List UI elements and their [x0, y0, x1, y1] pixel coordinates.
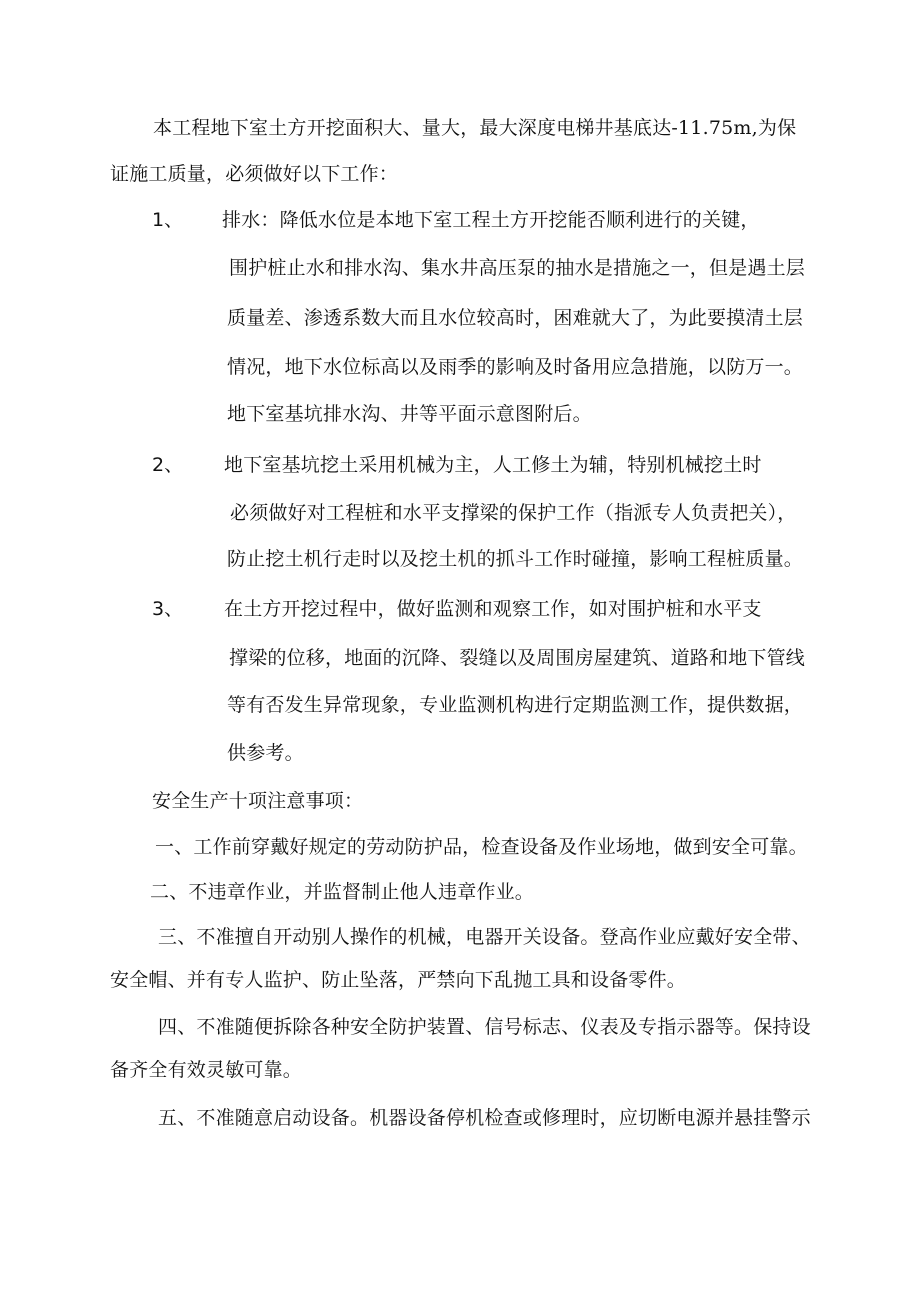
safety-rule-3-line-2: 安全帽、并有专人监护、防止坠落，严禁向下乱抛工具和设备零件。	[110, 969, 687, 991]
item-3-line-3: 等有否发生异常现象，专业监测机构进行定期监测工作，提供数据，	[227, 694, 804, 716]
intro-line-1: 本工程地下室土方开挖面积大、量大，最大深度电梯井基底达-11.75m,为保	[153, 117, 797, 139]
item-1-number: 1、	[152, 209, 184, 231]
item-1-line-3: 质量差、渗透系数大而且水位较高时，困难就大了，为此要摸清土层	[227, 307, 804, 329]
item-2-line-1: 地下室基坑挖土采用机械为主，人工修土为辅，特别机械挖土时	[224, 454, 762, 476]
safety-rule-5-line-1: 五、不准随意启动设备。机器设备停机检查或修理时，应切断电源并悬挂警示	[158, 1107, 811, 1129]
item-1-line-5: 地下室基坑排水沟、井等平面示意图附后。	[227, 403, 592, 425]
safety-rule-2: 二、不违章作业，并监督制止他人违章作业。	[150, 881, 535, 903]
safety-rule-3-line-1: 三、不准擅自开动别人操作的机械，电器开关设备。登高作业应戴好安全带、	[158, 926, 811, 948]
item-3-line-4: 供参考。	[227, 742, 304, 764]
safety-rule-4-line-1: 四、不准随便拆除各种安全防护装置、信号标志、仪表及专指示器等。保持设	[158, 1016, 811, 1038]
item-3-number: 3、	[152, 598, 184, 620]
safety-heading: 安全生产十项注意事项：	[152, 790, 364, 812]
item-3-line-1: 在土方开挖过程中，做好监测和观察工作，如对围护桩和水平支	[224, 598, 762, 620]
item-2-number: 2、	[152, 454, 184, 476]
item-1-line-1: 排水：降低水位是本地下室工程土方开挖能否顺利进行的关键，	[222, 209, 760, 231]
item-2-line-3: 防止挖土机行走时以及挖土机的抓斗工作时碰撞，影响工程桩质量。	[227, 548, 804, 570]
item-2-line-2: 必须做好对工程桩和水平支撑梁的保护工作（指派专人负责把关），	[230, 502, 797, 524]
safety-rule-4-line-2: 备齐全有效灵敏可靠。	[110, 1059, 303, 1081]
safety-rule-1: 一、工作前穿戴好规定的劳动防护品，检查设备及作业场地，做到安全可靠。	[155, 836, 808, 858]
intro-line-2: 证施工质量，必须做好以下工作：	[110, 163, 399, 185]
item-1-line-2: 围护桩止水和排水沟、集水井高压泵的抽水是措施之一，但是遇土层	[229, 257, 806, 279]
item-1-line-4: 情况，地下水位标高以及雨季的影响及时备用应急措施，以防万一。	[227, 356, 804, 378]
item-3-line-2: 撑梁的位移，地面的沉降、裂缝以及周围房屋建筑、道路和地下管线	[229, 647, 806, 669]
